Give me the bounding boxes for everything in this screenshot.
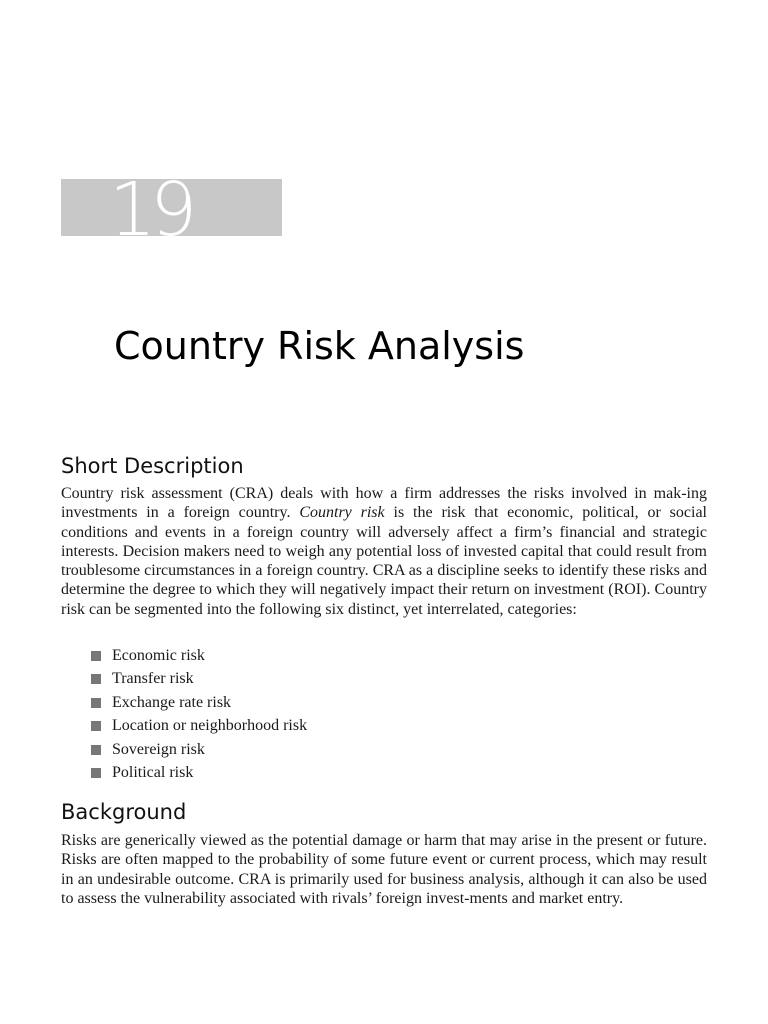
country-risk-term: Country risk	[299, 504, 385, 522]
bullet-square-icon	[91, 745, 101, 755]
chapter-number-box	[61, 179, 282, 236]
list-item-label: Location or neighborhood risk	[112, 717, 308, 735]
list-item	[91, 644, 307, 668]
list-item	[91, 762, 307, 786]
list-item-label: Sovereign risk	[112, 740, 205, 758]
list-item	[91, 738, 307, 762]
chapter-number: 19	[109, 179, 192, 236]
list-item	[91, 668, 307, 692]
short-description-text-1: Country risk assessment (CRA) deals with how a firm addresses the risks involved in mak-ing investments in a foreign country.	[61, 485, 707, 522]
background-paragraph: Risks are generically viewed as the potential damage or harm that may arise in the present or future. Risks are often mapped to the probability of some future event or current process, which may result in an undesirable outcome. CRA is primarily used for business analysis, although it can also be used to assess the vulnerability associated with rivals’ foreign invest-ments and market entry.	[61, 832, 707, 907]
list-item-label: Political risk	[112, 764, 194, 782]
bullet-square-icon	[91, 651, 101, 661]
bullet-square-icon	[91, 721, 101, 731]
list-item	[91, 715, 307, 739]
risk-categories-list	[91, 644, 307, 785]
background-heading: Background	[61, 800, 187, 824]
short-description-paragraph	[61, 484, 707, 619]
chapter-title: Country Risk Analysis	[114, 324, 525, 368]
list-item-label: Exchange rate risk	[112, 693, 232, 711]
bullet-square-icon	[91, 768, 101, 778]
bullet-square-icon	[91, 698, 101, 708]
short-description-text-2: is the risk that economic, political, or social conditions and events in a foreign country will adversely affect a firm’s financial and strategic interests. Decision makers need to weigh any potential loss of invested capital that could result from troublesome circumstances in a foreign country. CRA as a discipline seeks to identify these risks and determine the degree to which they will negatively impact their return on investment (ROI). Country risk can be segmented into the following six distinct, yet interrelated, categories:	[61, 504, 707, 618]
short-description-heading: Short Description	[61, 454, 244, 478]
list-item	[91, 691, 307, 715]
bullet-square-icon	[91, 674, 101, 684]
list-item-label: Economic risk	[112, 646, 205, 664]
list-item-label: Transfer risk	[112, 670, 194, 688]
